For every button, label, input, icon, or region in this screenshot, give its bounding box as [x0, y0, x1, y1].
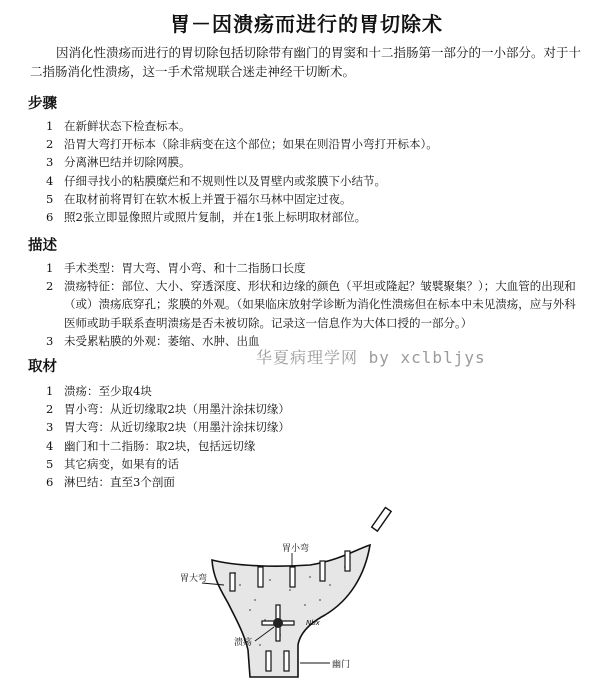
sampling-item-text: 幽门和十二指肠：取2块，包括远切缘 [64, 438, 256, 453]
label-greater-curvature: 胃大弯 [180, 574, 208, 584]
label-ulcer: 溃疡 [234, 638, 253, 648]
sampling-item-text: 淋巴结：直至3个剖面 [64, 475, 175, 490]
stomach-diagram [180, 505, 450, 680]
description-item [0, 277, 584, 332]
step-item-number: 3 [46, 155, 54, 170]
label-handwritten-mark: Nbx [306, 619, 320, 627]
step-item-text: 分离淋巴结并切除网膜。 [64, 155, 191, 170]
step-item [0, 208, 584, 226]
sampling-item-text: 胃小弯：从近切缘取2块（用墨汁涂抹切缘） [64, 402, 290, 417]
step-item [0, 135, 584, 153]
sampling-heading: 取材 [28, 359, 57, 375]
sampling-item [0, 473, 584, 491]
description-item-number: 1 [46, 261, 54, 275]
page-title: 胃－因溃疡而进行的胃切除术 [170, 12, 443, 36]
sampling-item-number: 2 [46, 402, 54, 417]
step-item-text: 照2张立即显像照片或照片复制，并在1张上标明取材部位。 [64, 210, 367, 225]
step-item [0, 153, 584, 171]
description-list [0, 259, 584, 350]
sampling-item-number: 4 [46, 438, 54, 453]
description-item-text: 溃疡特征：部位、大小、穿透深度、形状和边缘的颜色（平坦或隆起？皱襞聚集？）；大血管的出现和（或）溃疡底穿孔；浆膜的外观。（如果临床放射学诊断为消化性溃疡但在标本中未见溃疡，应与外科医师或助手联系查明溃疡是否未被切除。记录这一信息作为大体口授的一部分。） [64, 279, 576, 330]
description-heading: 描述 [28, 238, 57, 254]
sampling-item [0, 400, 584, 418]
sampling-item-text: 其它病变，如果有的话 [64, 456, 179, 471]
sampling-item-text: 溃疡：至少取4块 [64, 384, 152, 398]
sampling-list [0, 382, 584, 491]
sampling-item-number: 6 [46, 475, 54, 490]
step-item [0, 117, 584, 135]
description-item [0, 259, 584, 277]
sampling-item [0, 455, 584, 473]
step-item-text: 在取材前将胃钉在软木板上并置于福尔马林中固定过夜。 [64, 191, 352, 206]
sampling-item-number: 1 [46, 384, 54, 398]
sampling-item [0, 382, 584, 400]
step-item-number: 2 [46, 137, 54, 152]
sampling-item-number: 3 [46, 420, 54, 435]
description-item-text: 手术类型：胃大弯、胃小弯、和十二指肠口长度 [64, 261, 306, 275]
step-item [0, 172, 584, 190]
steps-list [0, 117, 584, 226]
step-item-number: 4 [46, 173, 54, 188]
intro-paragraph: 因消化性溃疡而进行的胃切除包括切除带有幽门的胃窦和十二指肠第一部分的一小部分。对于十二指肠消化性溃疡，这一手术常规联合迷走神经干切断术。 [30, 45, 582, 79]
description-item-number: 2 [46, 279, 54, 294]
step-item [0, 190, 584, 208]
steps-heading: 步骤 [28, 96, 57, 112]
loose-block [372, 507, 391, 531]
label-pylorus: 幽门 [332, 660, 351, 670]
sampling-item-text: 胃大弯：从近切缘取2块（用墨汁涂抹切缘） [64, 420, 290, 435]
sampling-item-number: 5 [46, 456, 54, 471]
description-item-number: 3 [46, 333, 54, 348]
watermark: 华夏病理学网 by xclbljys [256, 348, 486, 367]
step-item-number: 1 [46, 119, 54, 133]
step-item-number: 6 [46, 210, 54, 225]
step-item-number: 5 [46, 191, 54, 206]
sampling-item [0, 437, 584, 455]
step-item-text: 仔细寻找小的粘膜糜烂和不规则性以及胃壁内或浆膜下小结节。 [64, 173, 386, 188]
step-item-text: 沿胃大弯打开标本（除非病变在这个部位；如果在则沿胃小弯打开标本）。 [64, 137, 438, 152]
sampling-item [0, 418, 584, 436]
label-lesser-curvature: 胃小弯 [282, 544, 310, 554]
step-item-text: 在新鲜状态下检查标本。 [64, 119, 191, 133]
description-item-text: 未受累粘膜的外观：萎缩、水肿、出血 [64, 333, 260, 348]
